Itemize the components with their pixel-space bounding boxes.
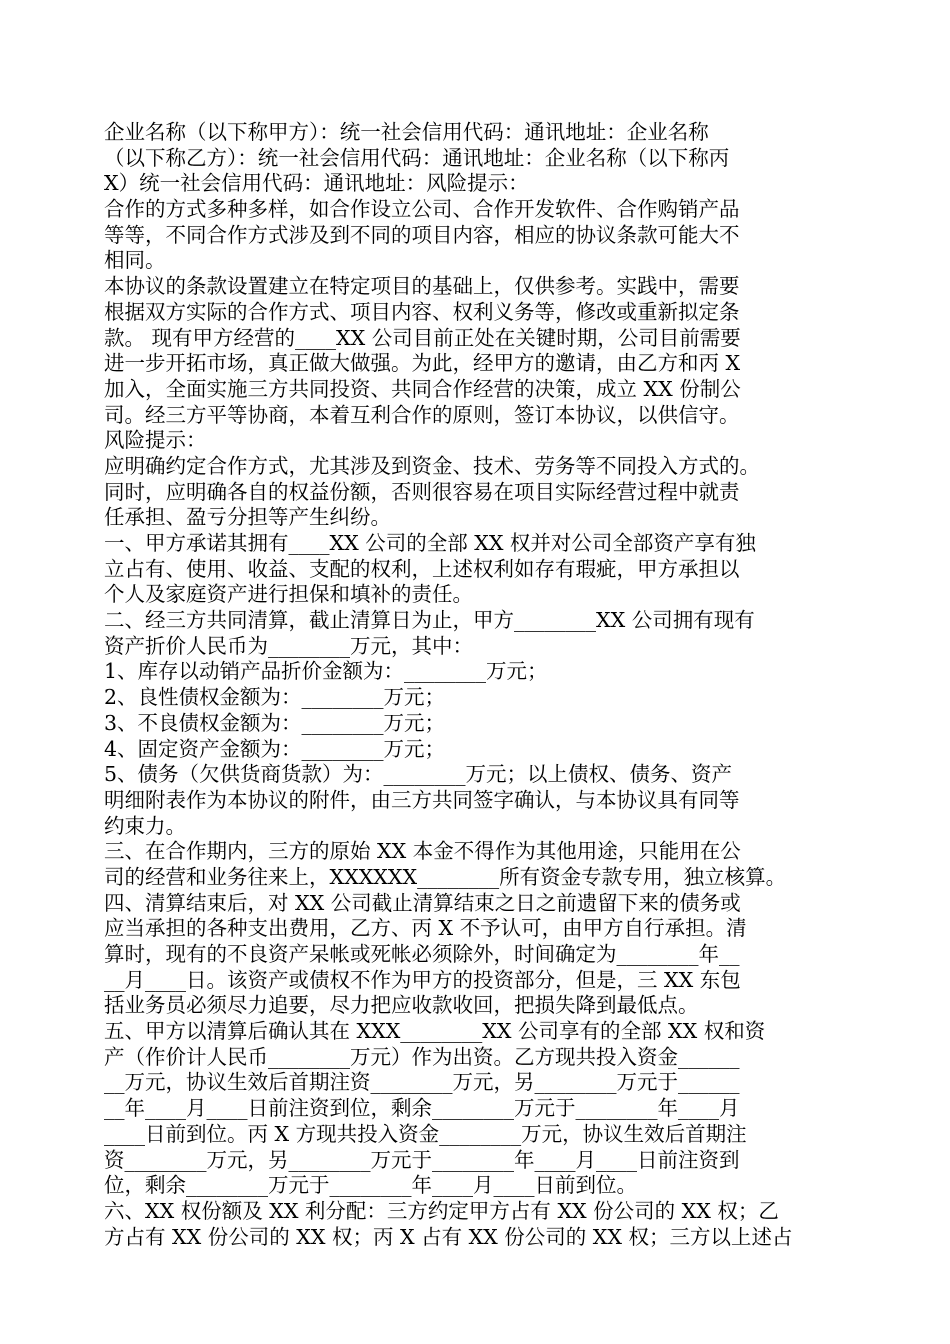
- text-line: （以下称乙方）：统一社会信用代码：通讯地址：企业名称（以下称丙: [104, 145, 730, 170]
- text-line: 合作的方式多种多样，如合作设立公司、合作开发软件、合作购销产品: [104, 197, 740, 222]
- text-line: 1、库存以动销产品折价金额为：________万元；: [104, 659, 548, 684]
- text-line: 括业务员必须尽力追要，尽力把应收款收回，把损失降到最低点。: [104, 993, 699, 1018]
- text-line: __万元，协议生效后首期注资________万元，另________万元于______: [104, 1070, 740, 1095]
- text-line: 应当承担的各种支出费用，乙方、丙 X 不予认可，由甲方自行承担。清: [104, 916, 747, 941]
- text-line: 3、不良债权金额为：________万元；: [104, 710, 446, 735]
- text-line: 二、经三方共同清算，截止清算日为止，甲方________XX 公司拥有现有: [104, 608, 755, 633]
- text-line: 同时，应明确各自的权益份额，否则很容易在项目实际经营过程中就责: [104, 479, 740, 504]
- text-line: 约束力。: [104, 813, 186, 838]
- text-line: 个人及家庭资产进行担保和填补的责任。: [104, 582, 473, 607]
- text-line: 产（作价计人民币________万元）作为出资。乙方现共投入资金______: [104, 1044, 740, 1069]
- text-line: 相同。: [104, 248, 166, 273]
- text-line: 任承担、盈亏分担等产生纠纷。: [104, 505, 391, 530]
- document-body: [104, 120, 864, 1250]
- text-line: 2、良性债权金额为：________万元；: [104, 685, 446, 710]
- text-line: 进一步开拓市场，真正做大做强。为此，经甲方的邀请，由乙方和丙 X: [104, 351, 741, 376]
- text-line: X）统一社会信用代码：通讯地址：风险提示：: [104, 171, 529, 196]
- text-line: 5、债务（欠供货商货款）为：________万元；以上债权、债务、资产: [104, 762, 733, 787]
- text-line: 司。经三方平等协商，本着互利合作的原则，签订本协议，以供信守。: [104, 402, 740, 427]
- text-line: __月____日。该资产或债权不作为甲方的投资部分，但是，三 XX 东包: [104, 967, 741, 992]
- text-line: 算时，现有的不良资产呆帐或死帐必须除外，时间确定为________年__: [104, 942, 740, 966]
- text-line: 等等，不同合作方式涉及到不同的项目内容，相应的协议条款可能大不: [104, 222, 740, 247]
- text-line: 三、在合作期内，三方的原始 XX 本金不得作为其他用途，只能用在公: [104, 839, 741, 864]
- text-line: 加入，全面实施三方共同投资、共同合作经营的决策，成立 XX 份制公: [104, 376, 741, 401]
- text-line: 一、甲方承诺其拥有____XX 公司的全部 XX 权并对公司全部资产享有独: [104, 531, 756, 555]
- text-line: 四、清算结束后，对 XX 公司截止清算结束之日之前遗留下来的债务或: [104, 890, 741, 915]
- text-line: 企业名称（以下称甲方）：统一社会信用代码：通讯地址：企业名称: [104, 120, 709, 144]
- text-line: 司的经营和业务往来上，XXXXXX________所有资金专款专用，独立核算。: [104, 864, 787, 889]
- text-line: ____日前到位。丙 X 方现共投入资金________万元，协议生效后首期注: [104, 1121, 747, 1146]
- text-line: __年____月____日前注资到位，剩余________万元于________年____月: [104, 1096, 740, 1121]
- text-line: 六、XX 权份额及 XX 利分配：三方约定甲方占有 XX 份公司的 XX 权；乙: [104, 1198, 779, 1223]
- text-line: 应明确约定合作方式，尤其涉及到资金、技术、劳务等不同投入方式的。: [104, 453, 760, 478]
- text-line: 位，剩余________万元于________年____月____日前到位。: [104, 1173, 637, 1198]
- text-line: 资________万元，另________万元于________年____月____日前注资到: [104, 1147, 740, 1172]
- text-line: 资产折价人民币为________万元，其中：: [104, 633, 473, 658]
- text-line: 方占有 XX 份公司的 XX 权；丙 X 占有 XX 份公司的 XX 权；三方以上述占: [104, 1224, 793, 1249]
- text-line: 4、固定资产金额为：________万元；: [104, 736, 446, 761]
- text-line: 立占有、使用、收益、支配的权利，上述权利如存有瑕疵，甲方承担以: [104, 556, 740, 581]
- text-line: 风险提示：: [104, 428, 207, 453]
- text-line: 本协议的条款设置建立在特定项目的基础上，仅供参考。实践中，需要: [104, 274, 740, 299]
- text-line: 根据双方实际的合作方式、项目内容、权利义务等，修改或重新拟定条: [104, 299, 740, 324]
- text-line: 明细附表作为本协议的附件，由三方共同签字确认，与本协议具有同等: [104, 787, 740, 812]
- text-line: 五、甲方以清算后确认其在 XXX________XX 公司享有的全部 XX 权和资: [104, 1019, 766, 1044]
- text-line: 款。 现有甲方经营的____XX 公司目前正处在关键时期，公司目前需要: [104, 325, 741, 350]
